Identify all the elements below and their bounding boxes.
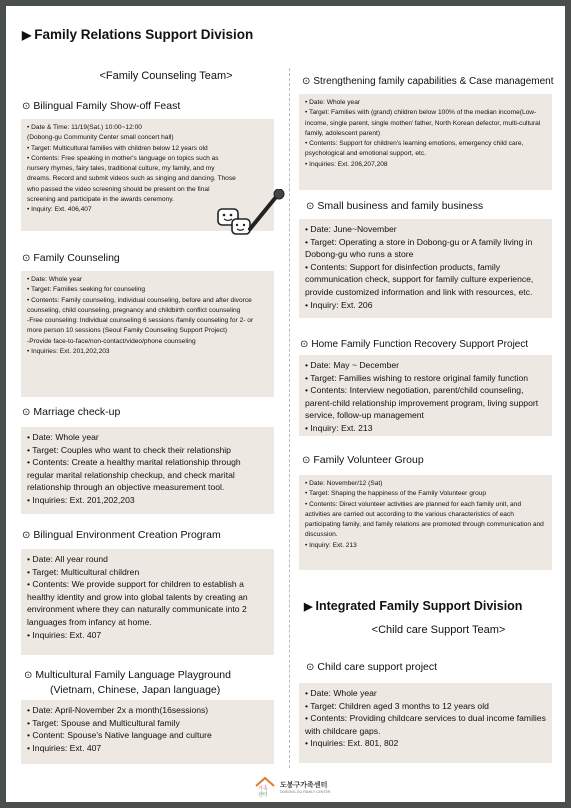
section-subtitle: (Vietnam, Chinese, Japan language) bbox=[50, 684, 221, 696]
info-box: • Date: Whole year • Target: Children aged 3 months to 12 years old • Contents: Providing childcare services to dual income families with childcare gaps. • Inquiries: Ext. 801, 802 bbox=[299, 683, 552, 763]
circle-dot-icon: ⊙ bbox=[22, 407, 31, 418]
section-title: ⊙ Bilingual Family Show-off Feast bbox=[22, 100, 181, 112]
circle-dot-icon: ⊙ bbox=[22, 101, 31, 112]
circle-dot-icon: ⊙ bbox=[306, 201, 315, 212]
info-box: • Date: Whole year • Target: Couples who want to check their relationship • Contents: Create a healthy marital relationship through regular marital relationship checkup, and check marital relationship through an objective measurement tool. • Inquiries: Ext. 201,202,203 bbox=[21, 427, 274, 514]
info-box: • Date: November/12 (Sat) • Target: Shaping the happiness of the Family Volunteer group • Contents: Direct volunteer activities are planned for each family unit, and activities are carried out according to the various characteristics of each participating family, and family relations are promoted through communication and discussion. • Inquiry: Ext. 213 bbox=[299, 475, 552, 570]
circle-dot-icon: ⊙ bbox=[22, 253, 31, 264]
section-title: ⊙ Marriage check-up bbox=[22, 406, 121, 418]
section-title: ⊙ Multicultural Family Language Playground bbox=[24, 669, 231, 681]
circle-dot-icon: ⊙ bbox=[306, 662, 315, 673]
logo-text: 도봉구가족센터 bbox=[280, 782, 328, 789]
info-box: • Date: June~November • Target: Operating a store in Dobong-gu or A family living in Dobong-gu who runs a store • Contents: Support for disinfection products, family communication check, support for family culture experience, provide customized information and link with resources, etc. • Inquiry: Ext. 206 bbox=[299, 219, 552, 318]
info-box: • Date: May ~ December • Target: Families wishing to restore original family function • Contents: Interview negotiation, parent/child counseling, parent-child relationship improvement program, living support service, follow-up management • Inquiry: Ext. 213 bbox=[299, 355, 552, 436]
circle-dot-icon: ⊙ bbox=[300, 339, 309, 350]
circle-dot-icon: ⊙ bbox=[302, 455, 311, 466]
svg-text:가족: 가족 bbox=[258, 786, 268, 792]
circle-dot-icon: ⊙ bbox=[24, 670, 33, 681]
section-title: ⊙ Child care support project bbox=[306, 661, 438, 673]
division-title-2: ▶ Integrated Family Support Division bbox=[304, 599, 523, 613]
team-heading-left: <Family Counseling Team> bbox=[99, 70, 233, 82]
page bbox=[6, 6, 565, 802]
svg-text:센터: 센터 bbox=[258, 792, 268, 798]
triangle-icon: ▶ bbox=[22, 28, 32, 42]
info-box: • Date & Time: 11/19(Sat.) 10:00~12:00 (Dobong-gu Community Center small concert hall) • Target: Multicultural families with children below 12 years old • Contents: Free speaking in mother's language on topics such as nursery rhymes, fairy tales, traditional culture, my family, and my dreams. Record and submit videos such as singing and dancing. Those who passed the video screening should be present on the final screening and participate in the awards ceremony. • Inquiry: Ext. 406,407 bbox=[21, 119, 274, 231]
team-heading-right: <Child care Support Team> bbox=[371, 624, 506, 636]
triangle-icon: ▶ bbox=[304, 601, 313, 613]
house-logo-icon bbox=[254, 776, 276, 798]
center-logo bbox=[254, 776, 331, 800]
info-box: • Date: All year round • Target: Multicultural children • Contents: We provide support for children to establish a healthy identity and grow into global talents by creating an environment where they can naturally communicate into 2 languages from infancy at home. • Inquiries: Ext. 407 bbox=[21, 549, 274, 655]
section-title: ⊙ Family Volunteer Group bbox=[302, 454, 424, 466]
logo-subtext: DOBONG-GU FAMILY CENTER bbox=[280, 790, 331, 794]
division-title: ▶ Family Relations Support Division bbox=[22, 27, 254, 42]
section-title: ⊙ Home Family Function Recovery Support Project bbox=[300, 339, 529, 350]
section-title: ⊙ Bilingual Environment Creation Program bbox=[22, 529, 221, 541]
info-box: • Date: Whole year • Target: Families with (grand) children below 100% of the median income(Low-income, single parent, single mother/ father, North Korean defector, multi-cultural family, adolescent parent) • Contents: Support for children's learning emotions, emergency child care, psychological and emotional support, etc. • Inquiries: Ext. 206,207,208 bbox=[299, 94, 552, 190]
info-box: • Date: Whole year • Target: Families seeking for counseling • Contents: Family counseling, individual counseling, before and after divorce counseling, child counseling, pregnancy and childbirth conflict counseling -Free counseling: Individual counseling 6 sessions /family counseling for 2- or more person 10 sessions (Seoul Family Counseling Support Project) -Provide face-to-face/non-contact/video/phone counseling • Inquiries: Ext. 201,202,203 bbox=[21, 271, 274, 397]
section-title: ⊙ Family Counseling bbox=[22, 252, 120, 264]
section-title: ⊙ Strengthening family capabilities & Case management bbox=[302, 76, 554, 87]
circle-dot-icon: ⊙ bbox=[22, 530, 31, 541]
column-divider bbox=[289, 68, 290, 768]
section-title: ⊙ Small business and family business bbox=[306, 200, 484, 212]
microphone-speech-icon bbox=[216, 189, 288, 247]
circle-dot-icon: ⊙ bbox=[302, 76, 311, 87]
info-box: • Date: April-November 2x a month(16sessions) • Target: Spouse and Multicultural family • Content: Spouse's Native language and culture • Inquiries: Ext. 407 bbox=[21, 700, 274, 764]
